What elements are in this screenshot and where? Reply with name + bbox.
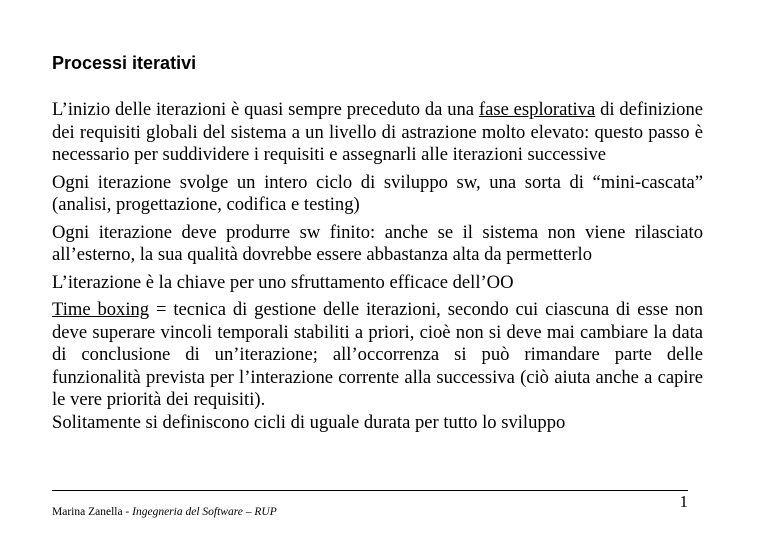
slide-body xyxy=(52,99,703,434)
paragraph-equal-cycles: Solitamente si definiscono cicli di uguale durata per tutto lo sviluppo xyxy=(52,411,566,433)
footer-divider xyxy=(52,490,688,491)
footer-credit xyxy=(52,505,277,519)
paragraph-text: = tecnica di gestione delle iterazioni, secondo cui ciascuna di esse non deve superare vincoli temporali stabiliti a priori, cioè non si deve mai cambiare la data di conclusione di un’iterazione; all’occorrenza si può rimandare parte delle funzionalità prevista per l’interazione corrente alla successiva (ciò aiuta anche a capire le vere priorità dei requisiti). xyxy=(52,299,703,410)
paragraph-finished-software: Ogni iterazione deve produrre sw finito: anche se il sistema non viene rilasciato all’esterno, la sua qualità dovrebbe essere abbastanza alta da permetterlo xyxy=(52,221,703,265)
footer-author: Marina Zanella - xyxy=(52,506,133,518)
paragraph-text: L’inizio delle iterazioni è quasi sempre preceduto da una xyxy=(52,99,479,120)
page-number: 1 xyxy=(679,492,688,511)
underlined-term-time-boxing: Time boxing xyxy=(52,299,150,320)
footer-course: Ingegneria del Software – RUP xyxy=(132,506,277,518)
paragraph-exploratory-phase xyxy=(52,99,703,167)
paragraph-mini-cascata: Ogni iterazione svolge un intero ciclo di sviluppo sw, una sorta di “mini-cascata” (analisi, progettazione, codifica e testing) xyxy=(52,171,703,215)
slide-title: Processi iterativi xyxy=(52,53,197,73)
paragraph-time-boxing xyxy=(52,299,703,412)
paragraph-text: di definizione dei requisiti globali del sistema a un livello di astrazione molto elevato: questo passo è necessario per suddividere i requisiti e assegnarli alle iterazioni successive xyxy=(52,99,703,165)
underlined-term-fase-esplorativa: fase esplorativa xyxy=(478,99,596,120)
paragraph-iteration-key: L’iterazione è la chiave per uno sfruttamento efficace dell’OO xyxy=(52,271,514,293)
